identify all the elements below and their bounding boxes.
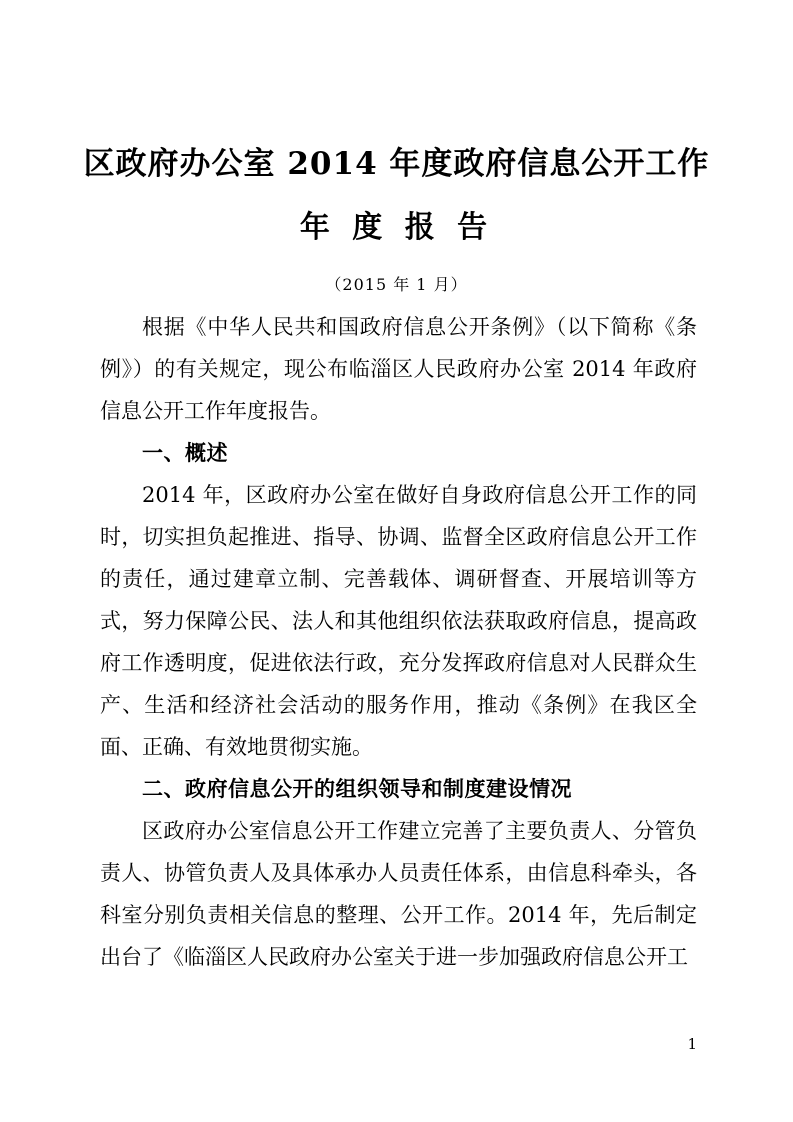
document-date: （2015 年 1 月）: [325, 275, 468, 294]
document-title: 区政府办公室 2014 年度政府信息公开工作: [83, 146, 710, 182]
document-subtitle: 年 度 报 告: [299, 210, 494, 245]
paragraph-overview: 2014 年，区政府办公室在做好自身政府信息公开工作的同时，切实担负起推进、指导、协调、监督全区政府信息公开工作的责任，通过建章立制、完善载体、调研督查、开展培训等方式，努力保障公民、法人和其他组织依法获取政府信息，提高政府工作透明度，促进依法行政，充分发挥政府信息对人民群众生产、生活和经济社会活动的服务作用，推动《条例》在我区全面、正确、有效地贯彻实施。: [100, 483, 697, 759]
section-heading-overview: 一、概述: [142, 441, 228, 465]
document-body: [100, 306, 697, 978]
paragraph-intro: 根据《中华人民共和国政府信息公开条例》（以下简称《条例》）的有关规定，现公布临淄区人民政府办公室 2014 年政府信息公开工作年度报告。: [100, 315, 697, 423]
paragraph-organization: 区政府办公室信息公开工作建立完善了主要负责人、分管负责人、协管负责人及具体承办人员责任体系，由信息科牵头，各科室分别负责相关信息的整理、公开工作。2014 年，先后制定出台了《临淄区人民政府办公室关于进一步加强政府信息公开工: [100, 819, 697, 969]
page-number: 1: [687, 1035, 697, 1053]
section-heading-organization: 二、政府信息公开的组织领导和制度建设情况: [142, 777, 572, 801]
